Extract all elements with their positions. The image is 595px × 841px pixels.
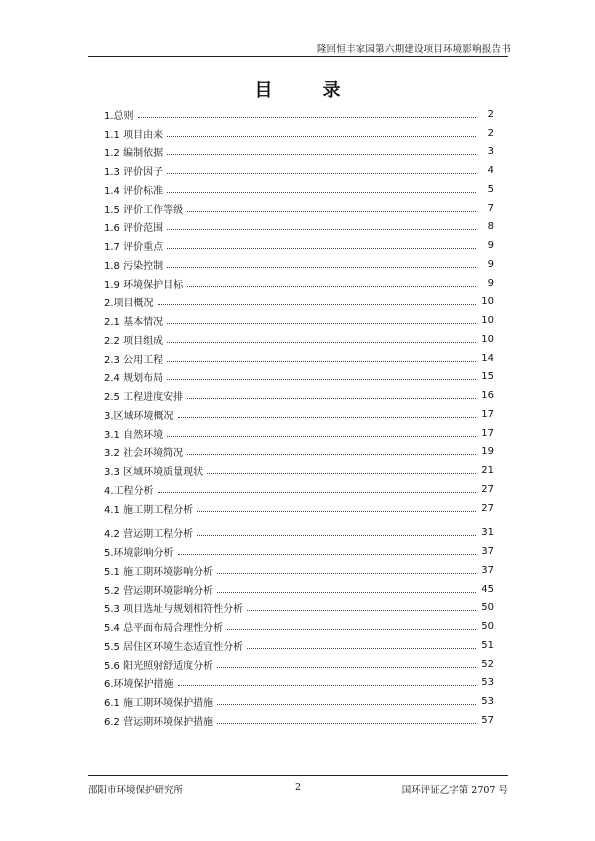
toc-dot-leader xyxy=(167,144,476,155)
toc-entry-label: 5.2 营运期环境影响分析 xyxy=(104,585,214,597)
toc-entry-label: 1.1 项目由来 xyxy=(104,129,164,141)
toc-entry-label: 2.5 工程进度安排 xyxy=(104,392,184,404)
toc-entry-label: 5.3 项目选址与规划相符性分析 xyxy=(104,604,244,616)
toc-dot-leader xyxy=(247,638,476,649)
toc-entry-label: 2.3 公用工程 xyxy=(104,354,164,366)
toc-title: 目录 xyxy=(254,80,391,101)
toc-entry[interactable] xyxy=(104,236,494,255)
toc-entry[interactable] xyxy=(104,424,494,443)
toc-dot-leader xyxy=(217,582,476,593)
toc-entry-label: 5.6 阳光照射舒适度分析 xyxy=(104,660,214,672)
toc-dot-leader xyxy=(217,657,476,668)
toc-entry-page: 4 xyxy=(487,165,494,177)
toc-dot-leader xyxy=(138,107,476,118)
toc-entry-label: 4.1 施工期工程分析 xyxy=(104,504,194,516)
toc-dot-leader xyxy=(167,126,476,137)
toc-entry-label: 3.区域环境概况 xyxy=(104,410,174,422)
toc-entry-label: 5.环境影响分析 xyxy=(104,548,174,560)
toc-dot-leader xyxy=(167,182,476,193)
toc-entry[interactable] xyxy=(104,349,494,368)
toc-entry[interactable] xyxy=(104,580,494,599)
toc-entry-label: 3.1 自然环境 xyxy=(104,429,164,441)
footer-page-number: 2 xyxy=(294,782,302,793)
toc-entry-page: 31 xyxy=(481,527,494,539)
toc-entry-page: 14 xyxy=(481,352,494,364)
toc-entry-label: 5.1 施工期环境影响分析 xyxy=(104,566,214,578)
toc-entry[interactable] xyxy=(104,180,494,199)
running-header: 隆回恒丰家园第六期建设项目环境影响报告书 xyxy=(316,44,511,55)
toc-entry-page: 10 xyxy=(481,333,494,345)
toc-entry-page: 9 xyxy=(487,277,494,289)
toc-entry-page: 19 xyxy=(481,446,494,458)
toc-entry-page: 16 xyxy=(481,390,494,402)
table-of-contents xyxy=(104,105,494,730)
toc-entry-label: 3.2 社会环境简况 xyxy=(104,448,184,460)
toc-dot-leader xyxy=(217,694,476,705)
toc-entry[interactable] xyxy=(104,443,494,462)
toc-entry-page: 7 xyxy=(487,202,494,214)
toc-entry-label: 5.4 总平面布局合理性分析 xyxy=(104,623,224,635)
toc-entry[interactable] xyxy=(104,542,494,561)
toc-dot-leader xyxy=(207,463,476,474)
toc-entry-page: 17 xyxy=(481,408,494,420)
toc-entry-label: 2.2 项目组成 xyxy=(104,335,164,347)
toc-entry-label: 5.5 居住区环境生态适宜性分析 xyxy=(104,641,244,653)
toc-entry-label: 3.3 区域环境质量现状 xyxy=(104,467,204,479)
toc-dot-leader xyxy=(158,482,476,493)
toc-entry-label: 1.4 评价标准 xyxy=(104,185,164,197)
toc-dot-leader xyxy=(167,426,476,437)
toc-entry-page: 8 xyxy=(487,221,494,233)
toc-dot-leader xyxy=(167,238,476,249)
toc-entry[interactable] xyxy=(104,218,494,237)
toc-entry[interactable] xyxy=(104,461,494,480)
toc-dot-leader xyxy=(197,525,476,536)
header-divider xyxy=(88,56,508,57)
toc-entry[interactable] xyxy=(104,105,494,124)
toc-entry[interactable] xyxy=(104,636,494,655)
toc-dot-leader xyxy=(167,163,476,174)
toc-entry[interactable] xyxy=(104,405,494,424)
toc-entry[interactable] xyxy=(104,368,494,387)
toc-entry-page: 2 xyxy=(487,127,494,139)
toc-dot-leader xyxy=(178,675,476,686)
toc-entry[interactable] xyxy=(104,274,494,293)
toc-entry[interactable] xyxy=(104,293,494,312)
toc-entry[interactable] xyxy=(104,617,494,636)
toc-entry[interactable] xyxy=(104,199,494,218)
toc-entry-page: 5 xyxy=(487,183,494,195)
toc-entry-page: 27 xyxy=(481,502,494,514)
toc-entry[interactable] xyxy=(104,161,494,180)
toc-entry-label: 1.8 污染控制 xyxy=(104,260,164,272)
toc-entry[interactable] xyxy=(104,674,494,693)
toc-dot-leader xyxy=(178,544,476,555)
toc-dot-leader xyxy=(187,388,476,399)
toc-dot-leader xyxy=(167,369,476,380)
toc-entry-label: 1.6 评价范围 xyxy=(104,223,164,235)
toc-entry-page: 37 xyxy=(481,564,494,576)
toc-dot-leader xyxy=(167,332,476,343)
toc-entry-page: 21 xyxy=(481,465,494,477)
toc-dot-leader xyxy=(217,563,476,574)
toc-entry-label: 1.3 评价因子 xyxy=(104,167,164,179)
toc-entry[interactable] xyxy=(104,561,494,580)
toc-entry-page: 50 xyxy=(481,602,494,614)
toc-entry[interactable] xyxy=(104,255,494,274)
toc-entry-label: 2.4 规划布局 xyxy=(104,373,164,385)
toc-entry-label: 1.7 评价重点 xyxy=(104,242,164,254)
toc-entry-page: 9 xyxy=(487,258,494,270)
toc-entry-page: 57 xyxy=(481,714,494,726)
toc-entry-page: 2 xyxy=(487,108,494,120)
toc-entry-label: 1.5 评价工作等级 xyxy=(104,204,184,216)
toc-entry[interactable] xyxy=(104,499,494,518)
toc-entry[interactable] xyxy=(104,143,494,162)
toc-entry-label: 4.工程分析 xyxy=(104,485,154,497)
toc-entry[interactable] xyxy=(104,311,494,330)
toc-dot-leader xyxy=(187,444,476,455)
toc-entry-label: 1.2 编制依据 xyxy=(104,148,164,160)
toc-entry-page: 37 xyxy=(481,546,494,558)
toc-entry[interactable] xyxy=(104,386,494,405)
toc-entry-label: 1.9 环境保护目标 xyxy=(104,279,184,291)
toc-dot-leader xyxy=(187,201,476,212)
toc-entry-label: 4.2 营运期工程分析 xyxy=(104,529,194,541)
toc-entry-page: 53 xyxy=(481,677,494,689)
toc-entry[interactable] xyxy=(104,480,494,499)
page-footer xyxy=(88,782,508,796)
toc-entry-label: 6.2 营运期环境保护措施 xyxy=(104,716,214,728)
toc-dot-leader xyxy=(178,407,476,418)
toc-entry[interactable] xyxy=(104,692,494,711)
toc-entry-page: 17 xyxy=(481,427,494,439)
toc-entry-label: 1.总则 xyxy=(104,110,134,122)
footer-organization: 邵阳市环境保护研究所 xyxy=(88,785,184,796)
toc-entry-page: 10 xyxy=(481,315,494,327)
toc-dot-leader xyxy=(167,313,476,324)
toc-entry-page: 53 xyxy=(481,696,494,708)
toc-dot-leader xyxy=(197,501,476,512)
toc-dot-leader xyxy=(247,600,476,611)
toc-entry[interactable] xyxy=(104,330,494,349)
toc-entry-page: 27 xyxy=(481,483,494,495)
toc-entry-page: 51 xyxy=(481,639,494,651)
toc-entry-label: 2.项目概况 xyxy=(104,298,154,310)
footer-divider xyxy=(88,775,508,776)
toc-entry[interactable] xyxy=(104,711,494,730)
toc-dot-leader xyxy=(167,219,476,230)
toc-entry[interactable] xyxy=(104,524,494,543)
toc-entry-label: 6.环境保护措施 xyxy=(104,679,174,691)
toc-dot-leader xyxy=(227,619,476,630)
footer-certificate-number: 国环评证乙字第 2707 号 xyxy=(401,785,508,796)
toc-dot-leader xyxy=(167,351,476,362)
toc-entry-page: 50 xyxy=(481,621,494,633)
toc-entry-label: 6.1 施工期环境保护措施 xyxy=(104,698,214,710)
toc-entry-page: 10 xyxy=(481,296,494,308)
toc-entry-page: 52 xyxy=(481,658,494,670)
toc-entry-page: 9 xyxy=(487,240,494,252)
toc-entry[interactable] xyxy=(104,124,494,143)
toc-entry-label: 2.1 基本情况 xyxy=(104,317,164,329)
toc-entry-page: 45 xyxy=(481,583,494,595)
toc-dot-leader xyxy=(167,257,476,268)
toc-dot-leader xyxy=(217,713,476,724)
toc-dot-leader xyxy=(187,276,476,287)
toc-dot-leader xyxy=(158,294,476,305)
toc-entry-page: 15 xyxy=(481,371,494,383)
toc-entry[interactable] xyxy=(104,655,494,674)
toc-entry-page: 3 xyxy=(487,146,494,158)
toc-entry[interactable] xyxy=(104,599,494,618)
